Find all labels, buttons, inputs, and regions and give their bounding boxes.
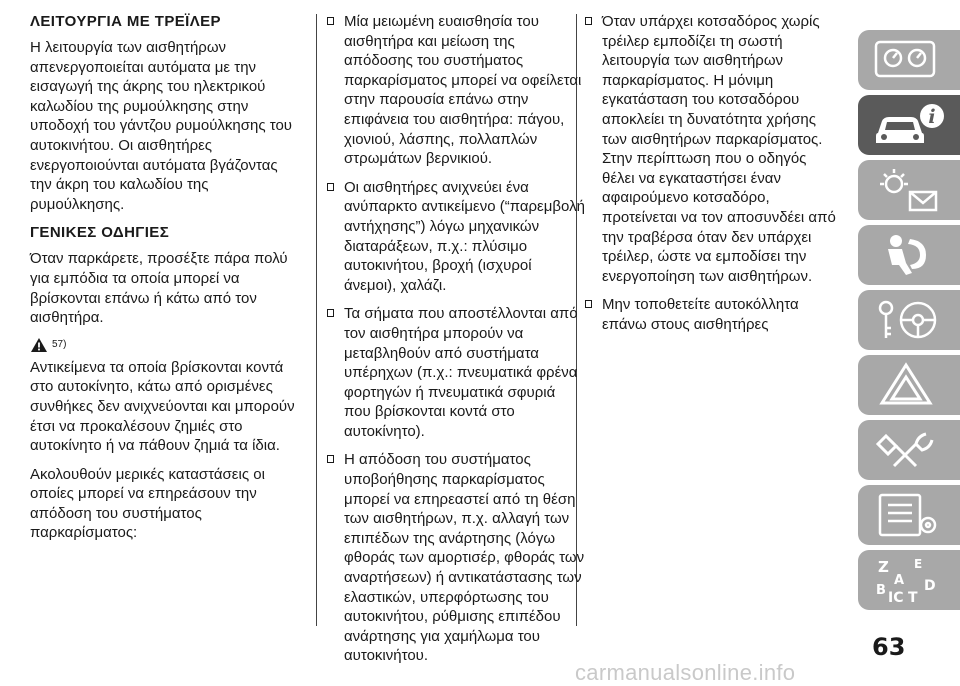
checkbox-bullet-icon [327,455,334,463]
chapter-tabs [858,30,960,615]
list-item: Μία μειωμένη ευαισθησία του αισθητήρα και μείωση της απόδοσης του συστήματος παρκαρίσματος μπορεί να οφείλεται στην παρουσία επάνω στην επιφάνεια του αισθητήρα: πάγου, χιονιού, λάσπης, πολλαπλών στρωμάτων βερνικιού. [327,12,585,169]
column-1 [30,12,298,552]
svg-text:T: T [908,590,918,606]
bullet-list-conditions [327,12,585,666]
list-item: Όταν υπάρχει κοτσαδόρος χωρίς τρέιλερ εμποδίζει τη σωστή λειτουργία των αισθητήρων παρκαρίσματος. Η μόνιμη εγκατάσταση του κοτσαδόρου αποκλείει τη δυνατότητα χρήσης των αισθητήρων παρκαρίσματος. Στην περίπτωση που ο οδηγός θέλει να εγκαταστήσει έναν αφαιρούμενο κοτσαδόρο, προτείνεται να τον αποσυνδέει από την τραβέρσα όταν δεν υπάρχει τρέιλερ, ώστε να εμποδίσει την ενεργοποίηση των αισθητήρων. [585,12,843,286]
warning-triangle-icon [866,359,950,411]
key-steering-icon [866,294,950,346]
list-item: Οι αισθητήρες ανιχνεύει ένα ανύπαρκτο αντικείμενο (“παρεμβολή αντήχησης”) λόγω μηχανικών διαταράξεων, π.χ.: πλύσιμο αυτοκινήτου, βροχή (ισχυροί άνεμοι), χαλάζι. [327,178,585,296]
car-dashboard-icon [866,34,950,86]
watermark: carmanualsonline.info [575,660,796,685]
svg-text:D: D [924,578,936,594]
alphabetical-index-icon [866,554,950,606]
tab-starting-driving[interactable] [858,290,960,350]
checkbox-bullet-icon [585,300,592,308]
svg-text:E: E [914,557,923,571]
maintenance-tools-icon [866,424,950,476]
column-divider-1 [316,14,317,626]
tab-emergency[interactable] [858,355,960,415]
checkbox-bullet-icon [327,309,334,317]
tab-maintenance[interactable] [858,420,960,480]
technical-specs-icon [866,489,950,541]
warning-triangle-icon [30,337,48,353]
heading-trailer-operation: ΛΕΙΤΟΥΡΓΙΑ ΜΕ ΤΡΕΪΛΕΡ [30,13,221,30]
tab-car-info[interactable] [858,95,960,155]
list-item: Μην τοποθετείτε αυτοκόλλητα επάνω στους αισθητήρες [585,295,843,334]
paragraph-situations-intro: Ακολουθούν μερικές καταστάσεις οι οποίες μπορεί να επηρεάσουν την απόδοση του συστήματος παρκαρίσματος: [30,465,265,542]
tab-lights-warnings[interactable] [858,160,960,220]
lights-warning-icon [866,164,950,216]
warning-reference [30,337,298,353]
column-3 [585,12,843,344]
tab-safety[interactable] [858,225,960,285]
svg-text:A: A [894,573,905,588]
tab-technical-specs[interactable] [858,485,960,545]
svg-text:Z: Z [878,558,889,576]
paragraph-trailer-sensors: Η λειτουργία των αισθητήρων απενεργοποιείται αυτόματα με την εισαγωγή της άκρης του ηλεκτρικού καλωδίου της ρυμούλκησης στην υποδοχή του γάντζου ρυμούλκησης του αυτοκινήτου. Οι αισθητήρες ενεργοποιούνται αυτόματα βγάζοντας την άκρη του καλωδίου της ρυμούλκησης. [30,39,293,213]
tab-dashboard[interactable] [858,30,960,90]
paragraph-parking-caution: Όταν παρκάρετε, προσέξτε πάρα πολύ για εμπόδια τα οποία μπορεί να βρίσκονται επάνω ή κάτω από τον αισθητήρα. [30,250,288,327]
svg-text:i: i [928,106,936,128]
warning-ref-number: 57) [52,338,67,350]
page-number: 63 [872,633,906,661]
svg-text:B: B [876,583,886,598]
paragraph-objects-nearby: Αντικείμενα τα οποία βρίσκονται κοντά στο αυτοκίνητο, κάτω από ορισμένες συνθήκες δεν ανιχνεύονται και μπορούν έτσι να προκαλέσουν ζημιές στο αυτοκίνητο ή να πάθουν ζημιά τα ίδια. [30,358,295,455]
checkbox-bullet-icon [327,17,334,25]
list-item: Τα σήματα που αποστέλλονται από τον αισθητήρα μπορούν να μεταβληθούν από συστήματα υπέρηχων (π.χ.: πνευματικά φρένα φορτηγών ή πνευματικά σφυριά που βρίσκονται κοντά στο αυτοκίνητο). [327,304,585,441]
checkbox-bullet-icon [327,183,334,191]
checkbox-bullet-icon [585,17,592,25]
tab-index[interactable] [858,550,960,610]
bullet-list-towbar [585,12,843,335]
column-2 [327,12,585,675]
heading-general-instructions: ΓΕΝΙΚΕΣ ΟΔΗΓΙΕΣ [30,224,170,242]
car-info-icon [866,99,950,151]
svg-text:IC: IC [888,590,904,606]
list-item: Η απόδοση του συστήματος υποβοήθησης παρκαρίσματος μπορεί να επηρεαστεί από τη θέση των αισθητήρων, π.χ. αλλαγή των επιπέδων της ανάρτησης (λόγω φθοράς των αμορτισέρ, φθοράς των αναρτήσεων) ή αντικατάστασης των ελαστικών, υπερφόρτωσης του αυτοκινήτου, ρύθμισης επιπέδου ανάρτησης για χαμήλωμα του αυτοκινήτου. [327,450,585,666]
airbag-safety-icon [866,229,950,281]
